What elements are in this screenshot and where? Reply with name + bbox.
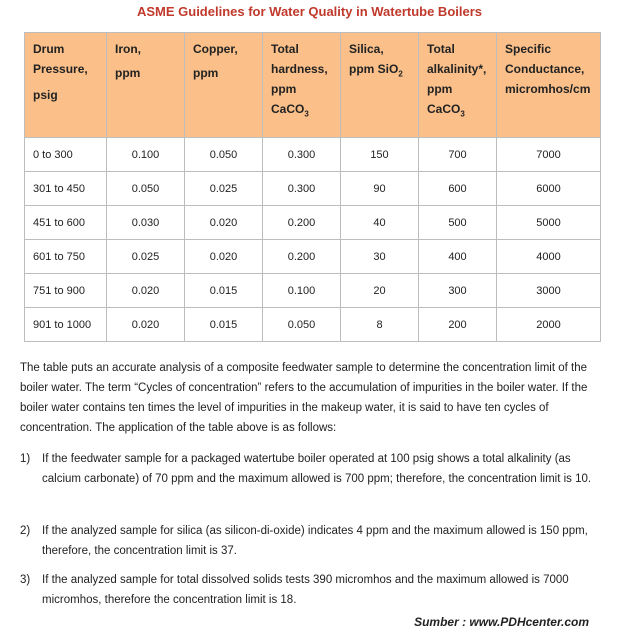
table-row <box>25 308 601 342</box>
cell-iron: 0.030 <box>107 206 185 240</box>
intro-paragraph: The table puts an accurate analysis of a composite feedwater sample to determine the concentration limit of the boiler water. The term “Cycles of concentration” refers to the accumulation of impurities in the boiler water. If the boiler water contains ten times the level of impurities in the makeup water, it is said to have ten cycles of concentration. The application of the table above is as follows: <box>20 362 588 434</box>
table-row <box>25 206 601 240</box>
cell-pressure: 751 to 900 <box>25 274 107 308</box>
cell-pressure: 301 to 450 <box>25 172 107 206</box>
table-row <box>25 240 601 274</box>
cell-copper: 0.020 <box>185 206 263 240</box>
cell-hardness: 0.050 <box>263 308 341 342</box>
header-drum-pressure: Drum Pressure, psig <box>25 33 107 138</box>
cell-alkalinity: 700 <box>419 138 497 172</box>
table-row <box>25 172 601 206</box>
cell-hardness: 0.300 <box>263 172 341 206</box>
cell-conductance: 4000 <box>497 240 601 274</box>
cell-iron: 0.100 <box>107 138 185 172</box>
header-silica: Silica, ppm SiO$_2$ <box>341 33 419 138</box>
cell-pressure: 451 to 600 <box>25 206 107 240</box>
cell-conductance: 2000 <box>497 308 601 342</box>
cell-hardness: 0.200 <box>263 240 341 274</box>
cell-silica: 90 <box>341 172 419 206</box>
cell-copper: 0.025 <box>185 172 263 206</box>
cell-conductance: 5000 <box>497 206 601 240</box>
cell-copper: 0.015 <box>185 274 263 308</box>
cell-alkalinity: 600 <box>419 172 497 206</box>
source-credit: Sumber : www.PDHcenter.com <box>414 615 589 629</box>
list-item: 3) If the analyzed sample for total dissolved solids tests 390 micromhos and the maximum allowed is 7000 micromhos, therefore the concentration limit is 18. <box>20 574 569 606</box>
header-specific-conductance: Specific Conductance, micromhos/cm <box>497 33 601 138</box>
cell-silica: 20 <box>341 274 419 308</box>
cell-hardness: 0.300 <box>263 138 341 172</box>
cell-pressure: 601 to 750 <box>25 240 107 274</box>
cell-copper: 0.020 <box>185 240 263 274</box>
table-row <box>25 138 601 172</box>
header-iron: Iron, ppm <box>107 33 185 138</box>
cell-iron: 0.050 <box>107 172 185 206</box>
cell-conductance: 6000 <box>497 172 601 206</box>
list-item: 2) If the analyzed sample for silica (as silicon-di-oxide) indicates 4 ppm and the maximum allowed is 150 ppm, therefore, the concentration limit is 37. <box>20 525 588 557</box>
header-copper: Copper, ppm <box>185 33 263 138</box>
cell-alkalinity: 300 <box>419 274 497 308</box>
cell-copper: 0.015 <box>185 308 263 342</box>
cell-silica: 40 <box>341 206 419 240</box>
cell-alkalinity: 400 <box>419 240 497 274</box>
cell-silica: 150 <box>341 138 419 172</box>
document-title: ASME Guidelines for Water Quality in Watertube Boilers <box>136 4 483 19</box>
header-total-alkalinity: Total alkalinity*, ppm CaCO$_3$ <box>419 33 497 138</box>
cell-iron: 0.025 <box>107 240 185 274</box>
cell-alkalinity: 200 <box>419 308 497 342</box>
table-header-row <box>25 33 601 138</box>
cell-pressure: 901 to 1000 <box>25 308 107 342</box>
header-total-hardness: Total hardness, ppm CaCO$_3$ <box>263 33 341 138</box>
cell-copper: 0.050 <box>185 138 263 172</box>
cell-silica: 8 <box>341 308 419 342</box>
water-quality-table <box>24 32 601 342</box>
cell-conductance: 3000 <box>497 274 601 308</box>
cell-silica: 30 <box>341 240 419 274</box>
cell-pressure: 0 to 300 <box>25 138 107 172</box>
cell-alkalinity: 500 <box>419 206 497 240</box>
cell-conductance: 7000 <box>497 138 601 172</box>
cell-hardness: 0.100 <box>263 274 341 308</box>
table-row <box>25 274 601 308</box>
cell-hardness: 0.200 <box>263 206 341 240</box>
cell-iron: 0.020 <box>107 274 185 308</box>
cell-iron: 0.020 <box>107 308 185 342</box>
list-item: 1) If the feedwater sample for a packaged watertube boiler operated at 100 psig shows a total alkalinity (as calcium carbonate) of 70 ppm and the maximum allowed is 700 ppm; therefore, the concentration limit is 10. <box>20 453 592 485</box>
